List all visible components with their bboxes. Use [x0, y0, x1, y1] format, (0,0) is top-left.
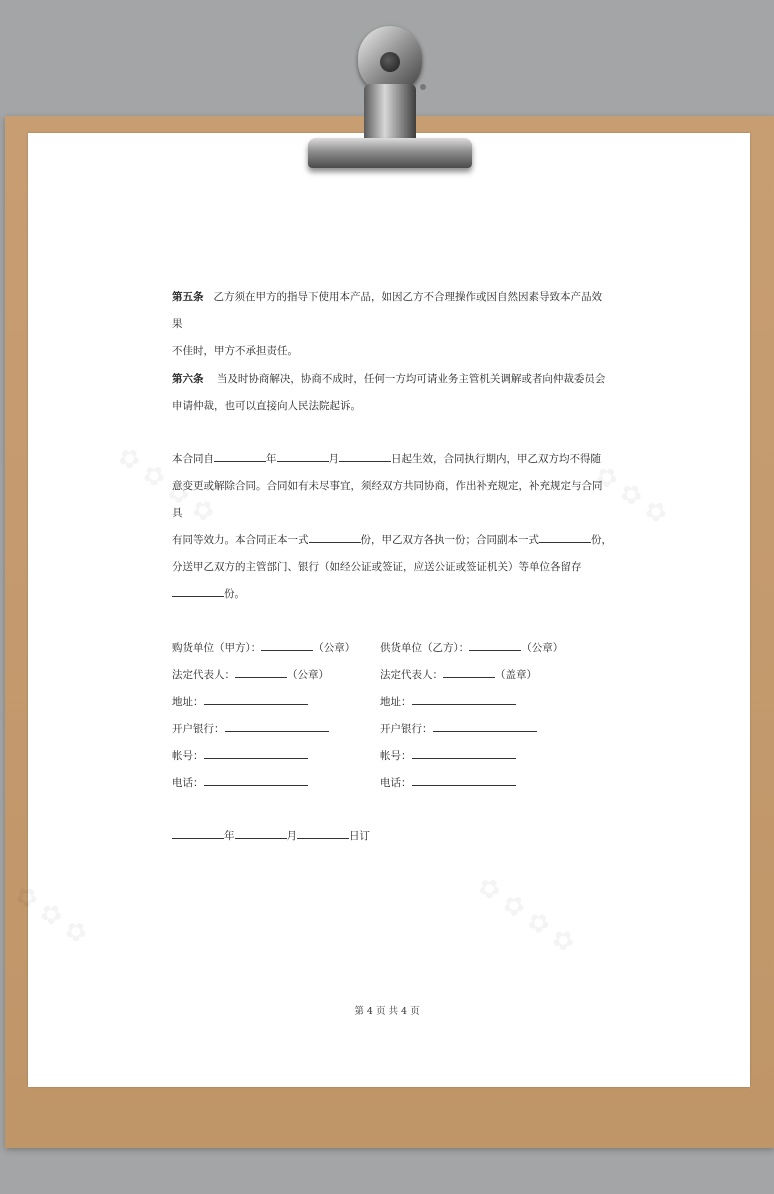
blank-year[interactable] [214, 451, 266, 462]
sign-year-field[interactable] [172, 828, 224, 839]
seller-row [380, 640, 563, 655]
validity-text: 分送甲乙双方的主管部门、银行（如经公证或签证，应送公证或签证机关）等单位各留存 [172, 561, 582, 573]
clip-neck [364, 84, 416, 144]
page-number: 第 4 页 共 4 页 [354, 1006, 420, 1017]
addr-left-label: 地址： [172, 696, 204, 708]
bank-left-field[interactable] [225, 721, 329, 732]
clip-hole [380, 52, 400, 72]
tel-left-field[interactable] [204, 775, 308, 786]
seller-label: 供货单位（乙方）： [380, 642, 470, 654]
rep-left-label: 法定代表人： [172, 669, 235, 681]
sign-month-field[interactable] [235, 828, 287, 839]
addr-right-label: 地址： [380, 696, 412, 708]
article-5 [172, 284, 612, 365]
acct-left-row [172, 748, 308, 763]
blank-retained-copies[interactable] [172, 586, 224, 597]
buyer-field[interactable] [261, 640, 313, 651]
tel-right-label: 电话： [380, 777, 412, 789]
sign-day-field[interactable] [297, 828, 349, 839]
bank-left-label: 开户银行： [172, 723, 225, 735]
acct-left-label: 帐号： [172, 750, 204, 762]
addr-right-row [380, 694, 516, 709]
rep-right-label: 法定代表人： [380, 669, 443, 681]
article-6-text-2: 申请仲裁，也可以直接向人民法院起诉。 [172, 400, 361, 412]
validity-text: 份，甲乙双方各执一份；合同副本一式 [360, 534, 539, 546]
clip-bar [308, 138, 472, 168]
bank-left-row [172, 721, 329, 736]
bank-right-row [380, 721, 537, 736]
buyer-row [172, 640, 355, 655]
validity-text: 份， [591, 534, 612, 546]
article-6-heading: 第六条 [172, 373, 204, 385]
sign-day-label: 日订 [349, 830, 370, 842]
validity-text: 年 [266, 453, 277, 465]
bank-right-label: 开户银行： [380, 723, 433, 735]
validity-clause [172, 446, 612, 608]
tel-right-field[interactable] [412, 775, 516, 786]
blank-month[interactable] [277, 451, 329, 462]
binder-clip [300, 22, 480, 182]
blank-duplicate-copies[interactable] [539, 532, 591, 543]
seller-seal: （公章） [521, 642, 564, 654]
acct-left-field[interactable] [204, 748, 308, 759]
article-6-text: 当及时协商解决，协商不成时，任何一方均可请业务主管机关调解或者向仲裁委员会 [216, 373, 606, 385]
article-5-text-2: 不佳时，甲方不承担责任。 [172, 345, 298, 357]
rep-right-row [380, 667, 537, 682]
validity-text: 意变更或解除合同。合同如有未尽事宜，须经双方共同协商，作出补充规定，补充规定与合同具 [172, 480, 603, 519]
article-6 [172, 366, 612, 420]
blank-day[interactable] [339, 451, 391, 462]
sign-year-label: 年 [224, 830, 235, 842]
tel-left-label: 电话： [172, 777, 204, 789]
bank-right-field[interactable] [433, 721, 537, 732]
rep-right-field[interactable] [443, 667, 495, 678]
acct-right-label: 帐号： [380, 750, 412, 762]
document-page [28, 133, 750, 1087]
acct-right-row [380, 748, 516, 763]
rep-left-field[interactable] [235, 667, 287, 678]
tel-right-row [380, 775, 516, 790]
validity-text: 有同等效力。本合同正本一式 [172, 534, 309, 546]
rep-right-seal: （盖章） [495, 669, 537, 681]
addr-left-row [172, 694, 308, 709]
acct-right-field[interactable] [412, 748, 516, 759]
rep-left-seal: （公章） [287, 669, 329, 681]
validity-text: 日起生效，合同执行期内，甲乙双方均不得随 [391, 453, 601, 465]
article-5-text: 乙方须在甲方的指导下使用本产品，如因乙方不合理操作或因自然因素导致本产品效果 [172, 291, 603, 330]
addr-right-field[interactable] [412, 694, 516, 705]
validity-text: 本合同自 [172, 453, 214, 465]
buyer-label: 购货单位（甲方）： [172, 642, 262, 654]
clip-pin [420, 84, 426, 90]
rep-left-row [172, 667, 329, 682]
seller-field[interactable] [469, 640, 521, 651]
addr-left-field[interactable] [204, 694, 308, 705]
validity-text: 份。 [224, 588, 245, 600]
signing-date [172, 828, 370, 843]
tel-left-row [172, 775, 308, 790]
blank-original-copies[interactable] [309, 532, 361, 543]
buyer-seal: （公章） [313, 642, 356, 654]
sign-month-label: 月 [286, 830, 297, 842]
article-5-heading: 第五条 [172, 291, 204, 303]
validity-text: 月 [328, 453, 339, 465]
